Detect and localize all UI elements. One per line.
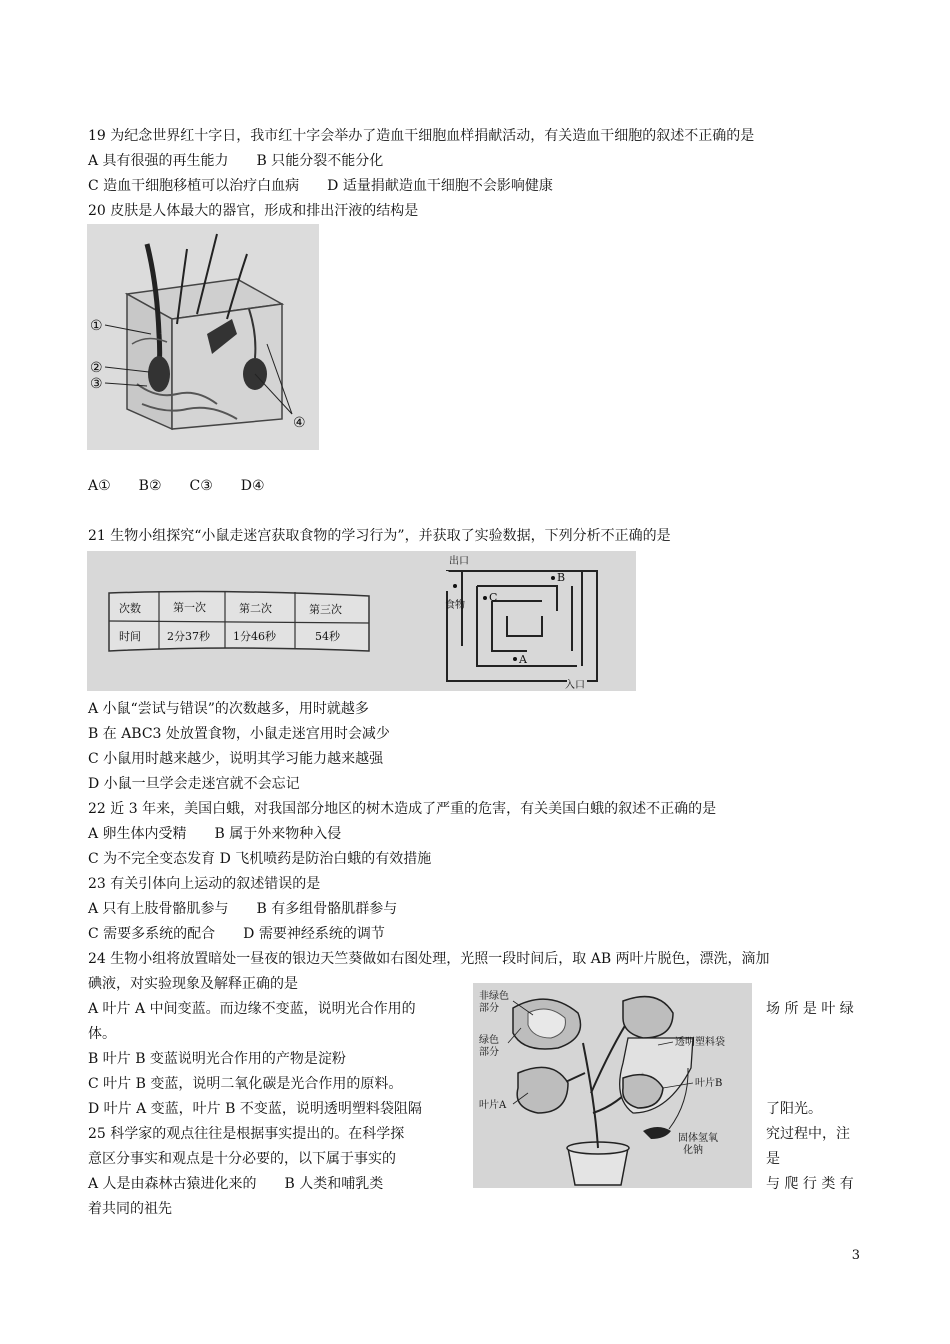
maze-food-label: 食物	[445, 600, 465, 611]
q23-options-ab: A 只有上肢骨骼肌参与 B 有多组骨骼肌群参与	[88, 901, 398, 917]
q24-option-b: B 叶片 B 变蓝说明光合作用的产物是淀粉	[88, 1051, 346, 1067]
q20-options: A① B② C③ D④	[88, 478, 265, 494]
q21-option-c: C 小鼠用时越来越少，说明其学习能力越来越强	[88, 751, 384, 767]
maze-entry-label: 入口	[565, 680, 585, 691]
page-number: 3	[851, 1248, 860, 1263]
skin-figure	[87, 224, 319, 450]
q24-stem-line2: 碘液，对实验现象及解释正确的是	[88, 976, 298, 992]
geranium-figure	[473, 983, 752, 1188]
maze-point-a: A	[519, 653, 527, 666]
q19-stem: 19 为纪念世界红十字日，我市红十字会举办了造血干细胞血样捐献活动，有关造血干细胞的叙述不正确的是	[88, 128, 755, 144]
q21-stem: 21 生物小组探究“小鼠走迷宫获取食物的学习行为”，并获取了实验数据，下列分析不正确的是	[88, 528, 671, 544]
table-head-2: 第二次	[239, 602, 272, 615]
table-row-3: 54秒	[315, 630, 340, 643]
q22-stem: 22 近 3 年来，美国白蛾，对我国部分地区的树木造成了严重的危害，有关美国白蛾的叙述不正确的是	[88, 801, 717, 817]
table-head-0: 次数	[119, 602, 141, 615]
q19-options-ab: A 具有很强的再生能力 B 只能分裂不能分化	[88, 153, 384, 169]
label-bag: 透明塑料袋	[675, 1037, 725, 1048]
q25-stem-line1: 25 科学家的观点往往是根据事实提出的。在科学探	[88, 1126, 405, 1142]
q25-stem-line2-tail: 是	[766, 1151, 780, 1167]
table-row-0: 时间	[119, 630, 141, 643]
skin-label-4: ④	[293, 415, 306, 431]
q24-option-c: C 叶片 B 变蓝，说明二氧化碳是光合作用的原料。	[88, 1076, 403, 1092]
skin-label-1: ①	[90, 318, 103, 334]
q21-option-a: A 小鼠“尝试与错误”的次数越多，用时就越多	[88, 701, 369, 717]
q25-stem-line1-tail: 究过程中，注	[766, 1126, 850, 1142]
table-head-1: 第一次	[173, 601, 206, 614]
maze-point-c: C	[489, 591, 498, 604]
q25-options-cont: 着共同的祖先	[88, 1201, 172, 1217]
q21-option-d: D 小鼠一旦学会走迷宫就不会忘记	[88, 776, 300, 792]
skin-label-3: ③	[90, 376, 103, 392]
q21-option-b: B 在 ABC3 处放置食物，小鼠走迷宫用时会减少	[88, 726, 390, 742]
q22-options-cd: C 为不完全变态发育 D 飞机喷药是防治白蛾的有效措施	[88, 851, 432, 867]
q23-stem: 23 有关引体向上运动的叙述错误的是	[88, 876, 321, 892]
skin-label-2: ②	[90, 360, 103, 376]
q25-options: A 人是由森林古猿进化来的 B 人类和哺乳类	[88, 1176, 384, 1192]
q20-stem: 20 皮肤是人体最大的器官，形成和排出汗液的结构是	[88, 203, 419, 219]
maze-exit-label: 出口	[449, 556, 469, 567]
label-naoh: 固体氢氧化钠	[678, 1133, 718, 1156]
q24-option-a-tail: 场 所 是 叶 绿	[766, 1001, 854, 1017]
q24-option-d: D 叶片 A 变蓝，叶片 B 不变蓝，说明透明塑料袋阻隔	[88, 1101, 422, 1117]
table-row-2: 1分46秒	[233, 630, 276, 643]
q24-option-a: A 叶片 A 中间变蓝。而边缘不变蓝，说明光合作用的	[88, 1001, 416, 1017]
label-leaf-a: 叶片A	[479, 1100, 507, 1111]
q22-options-ab: A 卵生体内受精 B 属于外来物种入侵	[88, 826, 342, 842]
maze-figure	[87, 551, 636, 691]
q25-stem-line2: 意区分事实和观点是十分必要的，以下属于事实的	[88, 1151, 396, 1167]
table-head-3: 第三次	[309, 603, 342, 616]
label-non-green: 非绿色部分	[479, 991, 509, 1014]
q23-options-cd: C 需要多系统的配合 D 需要神经系统的调节	[88, 926, 385, 942]
q19-options-cd: C 造血干细胞移植可以治疗白血病 D 适量捐献造血干细胞不会影响健康	[88, 178, 553, 194]
label-leaf-b: 叶片B	[695, 1078, 723, 1089]
q25-options-tail: 与 爬 行 类 有	[766, 1176, 854, 1192]
table-row-1: 2分37秒	[167, 630, 210, 643]
maze-table	[109, 591, 369, 651]
q24-stem-line1: 24 生物小组将放置暗处一昼夜的银边天竺葵做如右图处理，光照一段时间后，取 AB 两叶片脱色，漂洗，滴加	[88, 951, 770, 967]
label-green: 绿色部分	[479, 1035, 499, 1058]
maze-point-b: B	[557, 571, 566, 584]
q24-option-d-tail: 了阳光。	[766, 1101, 822, 1117]
q24-option-a-cont: 体。	[88, 1026, 116, 1042]
